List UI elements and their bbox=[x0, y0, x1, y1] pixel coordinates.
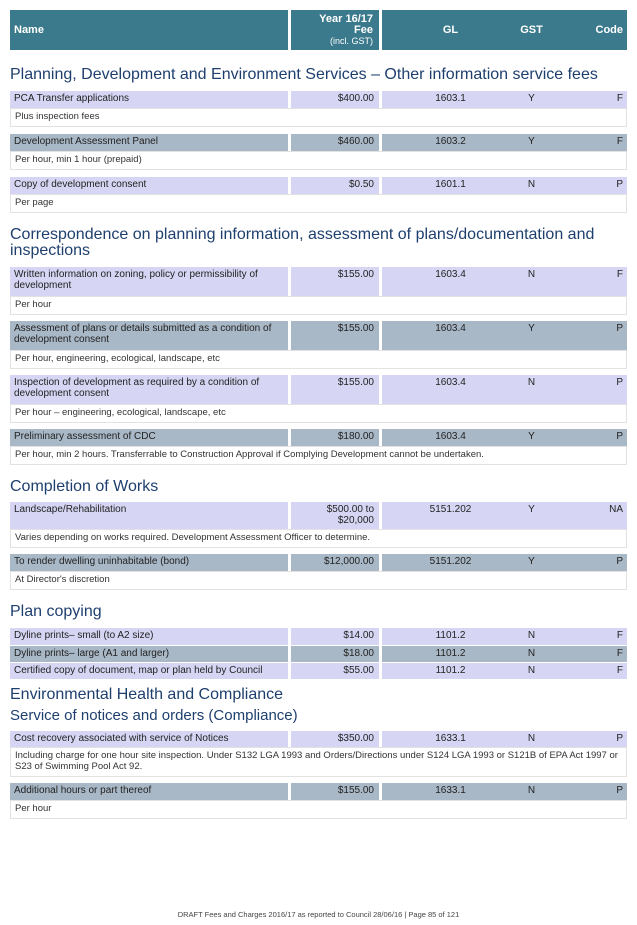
header-right bbox=[382, 10, 627, 50]
row-gst: N bbox=[527, 269, 536, 280]
table-row bbox=[10, 646, 627, 662]
row-name: Cost recovery associated with service of Notices bbox=[10, 731, 288, 747]
table-row bbox=[10, 783, 627, 800]
row-fee: $12,000.00 bbox=[291, 554, 379, 571]
row-name: Written information on zoning, policy or permissibility of development bbox=[10, 267, 288, 296]
row-gl: 1633.1 bbox=[435, 733, 466, 744]
row-note: Per hour bbox=[10, 296, 627, 315]
row-fee: $180.00 bbox=[291, 429, 379, 446]
section-title: Environmental Health and Compliance bbox=[10, 686, 284, 703]
section-subtitle: Service of notices and orders (Compliance) bbox=[10, 707, 298, 724]
row-fee bbox=[291, 502, 379, 529]
row-fee: $0.50 bbox=[291, 177, 379, 194]
header-fee-line2: Fee bbox=[354, 24, 373, 36]
row-gst: N bbox=[527, 179, 536, 190]
row-name: Assessment of plans or details submitted as a condition of development consent bbox=[10, 321, 288, 350]
row-code: F bbox=[616, 93, 623, 104]
row-code: P bbox=[616, 431, 623, 442]
row-fee: $14.00 bbox=[291, 628, 379, 645]
row-gst: N bbox=[527, 785, 536, 796]
table-row bbox=[10, 628, 627, 645]
row-codes bbox=[382, 628, 627, 645]
row-gl: 1601.1 bbox=[435, 179, 466, 190]
row-codes bbox=[382, 783, 627, 800]
page-footer: DRAFT Fees and Charges 2016/17 as reported to Council 28/06/16 | Page 85 of 121 bbox=[177, 910, 460, 919]
row-codes bbox=[382, 663, 627, 679]
row-fee: $460.00 bbox=[291, 134, 379, 151]
row-codes bbox=[382, 321, 627, 350]
table-row bbox=[10, 429, 627, 446]
row-gl: 1633.1 bbox=[435, 785, 466, 796]
row-gst: Y bbox=[528, 504, 535, 515]
row-fee: $350.00 bbox=[291, 731, 379, 747]
row-note: Per hour, min 2 hours. Transferrable to Construction Approval if Complying Development cannot be undertaken. bbox=[10, 446, 627, 465]
row-codes bbox=[382, 134, 627, 151]
section-title: Completion of Works bbox=[10, 478, 159, 495]
row-codes bbox=[382, 267, 627, 296]
table-header bbox=[10, 10, 627, 50]
row-codes bbox=[382, 375, 627, 404]
row-gl: 1603.4 bbox=[435, 377, 466, 388]
row-gst: Y bbox=[528, 323, 535, 334]
row-code: P bbox=[616, 179, 623, 190]
row-code: F bbox=[616, 269, 623, 280]
header-name bbox=[10, 10, 288, 50]
row-note: Plus inspection fees bbox=[10, 108, 627, 127]
row-fee: $155.00 bbox=[291, 375, 379, 404]
section-title: Plan copying bbox=[10, 603, 102, 620]
row-gl: 5151.202 bbox=[429, 556, 472, 567]
row-name: Landscape/Rehabilitation bbox=[10, 502, 288, 529]
row-code: F bbox=[616, 630, 623, 641]
row-gl: 1603.2 bbox=[435, 136, 466, 147]
row-code: P bbox=[616, 323, 623, 334]
row-fee: $155.00 bbox=[291, 321, 379, 350]
header-gst: GST bbox=[520, 24, 543, 36]
row-name: Inspection of development as required by a condition of development consent bbox=[10, 375, 288, 404]
row-gl: 1101.2 bbox=[435, 630, 466, 641]
row-gl: 5151.202 bbox=[429, 504, 472, 515]
row-gl: 1603.4 bbox=[435, 269, 466, 280]
table-row bbox=[10, 91, 627, 108]
row-note: Per hour – engineering, ecological, landscape, etc bbox=[10, 404, 627, 423]
header-name-label: Name bbox=[14, 24, 44, 36]
row-fee: $55.00 bbox=[291, 663, 379, 679]
header-gl: GL bbox=[442, 24, 459, 36]
row-fee: $400.00 bbox=[291, 91, 379, 108]
row-name: Certified copy of document, map or plan held by Council bbox=[10, 663, 288, 679]
row-gst: Y bbox=[528, 556, 535, 567]
row-name: PCA Transfer applications bbox=[10, 91, 288, 108]
row-fee: $155.00 bbox=[291, 783, 379, 800]
row-note: At Director's discretion bbox=[10, 571, 627, 590]
row-name: Development Assessment Panel bbox=[10, 134, 288, 151]
row-code: P bbox=[616, 377, 623, 388]
row-code: NA bbox=[609, 504, 623, 515]
row-gst: N bbox=[527, 377, 536, 388]
table-row bbox=[10, 663, 627, 679]
row-gst: Y bbox=[528, 136, 535, 147]
table-row bbox=[10, 177, 627, 194]
row-codes bbox=[382, 502, 627, 529]
row-note: Per hour bbox=[10, 800, 627, 819]
row-fee: $18.00 bbox=[291, 646, 379, 662]
row-code: F bbox=[616, 665, 623, 676]
table-row bbox=[10, 134, 627, 151]
row-note: Per page bbox=[10, 194, 627, 213]
row-name: Copy of development consent bbox=[10, 177, 288, 194]
section-title: Correspondence on planning information, assessment of plans/documentation and inspections bbox=[10, 226, 595, 259]
header-fee bbox=[291, 10, 379, 50]
row-note: Per hour, engineering, ecological, landscape, etc bbox=[10, 350, 627, 369]
header-fee-line1: Year 16/17 bbox=[319, 13, 373, 25]
row-code: P bbox=[616, 785, 623, 796]
row-codes bbox=[382, 731, 627, 747]
row-gst: N bbox=[527, 733, 536, 744]
row-name: Dyline prints– large (A1 and larger) bbox=[10, 646, 288, 662]
row-note: Including charge for one hour site inspection. Under S132 LGA 1993 and Orders/Directions under S124 LGA 1993 or S121B of EPA Act 1997 or S23 of Swimming Pool Act 92. bbox=[10, 747, 627, 777]
row-code: P bbox=[616, 556, 623, 567]
row-codes bbox=[382, 429, 627, 446]
row-codes bbox=[382, 177, 627, 194]
row-fee: $155.00 bbox=[291, 267, 379, 296]
row-code: F bbox=[616, 136, 623, 147]
section-title: Planning, Development and Environment Services – Other information service fees bbox=[10, 66, 598, 83]
row-code: F bbox=[616, 648, 623, 659]
fee-schedule-page bbox=[10, 10, 627, 819]
table-row bbox=[10, 267, 627, 296]
row-fee-line1: $500.00 to bbox=[326, 504, 374, 515]
table-row bbox=[10, 554, 627, 571]
row-codes bbox=[382, 646, 627, 662]
row-gst: N bbox=[527, 648, 536, 659]
row-gl: 1101.2 bbox=[435, 665, 466, 676]
row-gst: N bbox=[527, 630, 536, 641]
table-row bbox=[10, 375, 627, 404]
row-codes bbox=[382, 554, 627, 571]
row-code: P bbox=[616, 733, 623, 744]
row-gst: N bbox=[527, 665, 536, 676]
row-fee-line2: $20,000 bbox=[337, 515, 374, 526]
row-gst: Y bbox=[528, 93, 535, 104]
row-name: Preliminary assessment of CDC bbox=[10, 429, 288, 446]
row-gl: 1603.4 bbox=[435, 323, 466, 334]
table-row bbox=[10, 731, 627, 747]
row-gst: Y bbox=[528, 431, 535, 442]
row-name: To render dwelling uninhabitable (bond) bbox=[10, 554, 288, 571]
table-row bbox=[10, 321, 627, 350]
row-name: Dyline prints– small (to A2 size) bbox=[10, 628, 288, 645]
row-gl: 1603.4 bbox=[435, 431, 466, 442]
header-fee-line3: (incl. GST) bbox=[329, 36, 373, 46]
row-gl: 1101.2 bbox=[435, 648, 466, 659]
row-gl: 1603.1 bbox=[435, 93, 466, 104]
row-name: Additional hours or part thereof bbox=[10, 783, 288, 800]
header-code: Code bbox=[595, 24, 623, 36]
table-row bbox=[10, 502, 627, 529]
row-note: Varies depending on works required. Development Assessment Officer to determine. bbox=[10, 529, 627, 548]
row-note: Per hour, min 1 hour (prepaid) bbox=[10, 151, 627, 170]
row-codes bbox=[382, 91, 627, 108]
